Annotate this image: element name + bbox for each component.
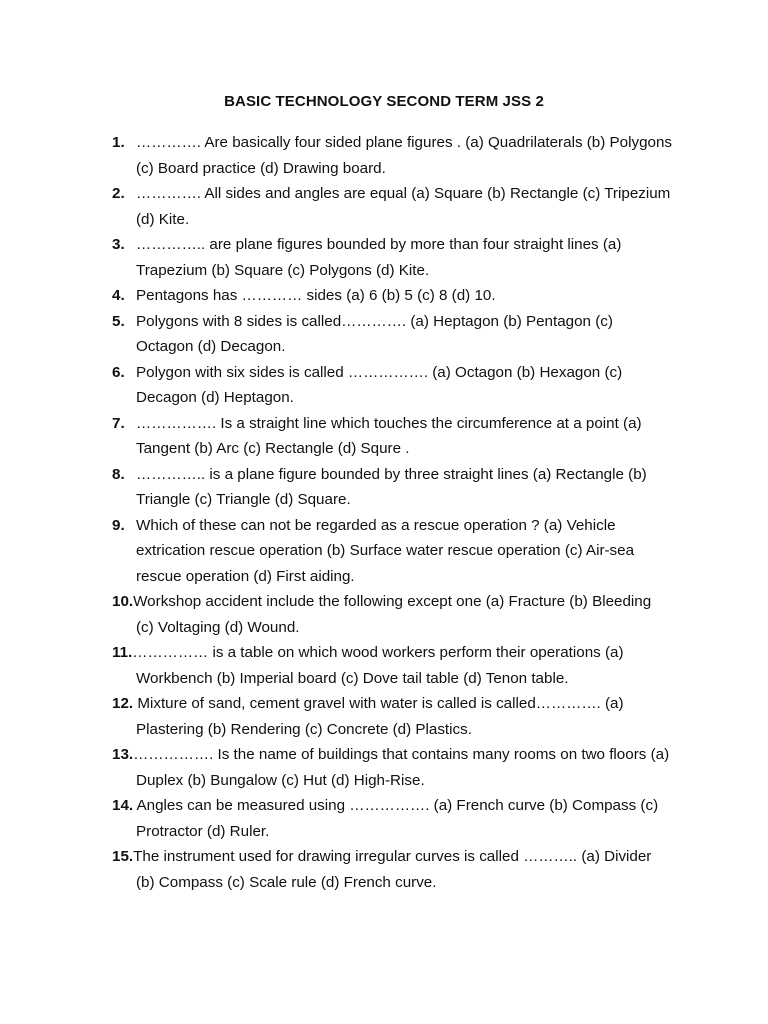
question-item bbox=[112, 232, 672, 283]
question-item bbox=[112, 691, 672, 742]
question-number: 4. bbox=[112, 287, 125, 304]
question-number: 9. bbox=[112, 516, 125, 534]
question-text: ……………. Is the name of buildings that contains many rooms on two floors (a) Duplex (b) Bungalow (c) Hut (d) High-Rise. bbox=[133, 746, 670, 789]
document-title: BASIC TECHNOLOGY SECOND TERM JSS 2 bbox=[224, 93, 544, 110]
question-item bbox=[112, 589, 672, 640]
question-item bbox=[112, 360, 672, 411]
question-item bbox=[112, 309, 672, 360]
question-number: 1. bbox=[112, 134, 125, 151]
question-text: Angles can be measured using ……………. (a) French curve (b) Compass (c) Protractor (d) Ruler. bbox=[133, 797, 659, 840]
question-number: 13. bbox=[112, 746, 134, 763]
question-text: …………. Are basically four sided plane figures . (a) Quadrilaterals (b) Polygons (c) Board practice (d) Drawing board. bbox=[136, 134, 673, 177]
question-number: 14. bbox=[112, 797, 134, 814]
question-list bbox=[112, 130, 672, 895]
question-number: 2. bbox=[112, 185, 125, 202]
question-number: 8. bbox=[112, 465, 125, 483]
question-item bbox=[112, 844, 672, 895]
question-number: 10. bbox=[112, 593, 134, 610]
question-number: 11. bbox=[112, 644, 133, 661]
question-item bbox=[112, 640, 672, 691]
question-text: …………. All sides and angles are equal (a) Square (b) Rectangle (c) Tripezium (d) Kite. bbox=[136, 185, 671, 228]
question-item bbox=[112, 181, 672, 232]
question-number: 7. bbox=[112, 414, 125, 432]
question-text: Workshop accident include the following except one (a) Fracture (b) Bleeding (c) Voltaging (d) Wound. bbox=[133, 593, 652, 636]
question-item bbox=[112, 793, 672, 844]
question-text: ………….. is a plane figure bounded by three straight lines (a) Rectangle (b) Triangle (c) Triangle (d) Square. bbox=[136, 465, 647, 508]
question-number: 3. bbox=[112, 236, 125, 253]
question-item bbox=[112, 411, 672, 462]
question-number: 5. bbox=[112, 312, 125, 330]
question-text: Polygon with six sides is called ……………. (a) Octagon (b) Hexagon (c) Decagon (d) Heptagon. bbox=[136, 363, 623, 406]
question-text: Pentagons has ………… sides (a) 6 (b) 5 (c) 8 (d) 10. bbox=[136, 287, 496, 304]
question-item bbox=[112, 283, 672, 309]
question-text: ……………. Is a straight line which touches the circumference at a point (a) Tangent (b) Arc (c) Rectangle (d) Squre . bbox=[136, 414, 642, 457]
question-text: The instrument used for drawing irregular curves is called ……….. (a) Divider (b) Compass (c) Scale rule (d) French curve. bbox=[133, 848, 652, 891]
question-item bbox=[112, 130, 672, 181]
question-item bbox=[112, 513, 672, 590]
question-item bbox=[112, 462, 672, 513]
question-number: 12. bbox=[112, 695, 134, 712]
question-text: Polygons with 8 sides is called…………. (a) Heptagon (b) Pentagon (c) Octagon (d) Decagon. bbox=[136, 312, 613, 355]
question-number: 6. bbox=[112, 363, 125, 381]
question-text: Mixture of sand, cement gravel with water is called is called…………. (a) Plastering (b) Rendering (c) Concrete (d) Plastics. bbox=[133, 695, 624, 738]
question-item bbox=[112, 742, 672, 793]
question-text: ………….. are plane figures bounded by more than four straight lines (a) Trapezium (b) Square (c) Polygons (d) Kite. bbox=[136, 236, 622, 279]
question-text: …………… is a table on which wood workers perform their operations (a) Workbench (b) Imperial board (c) Dove tail table (d) Tenon table. bbox=[132, 644, 624, 687]
question-text: Which of these can not be regarded as a rescue operation ? (a) Vehicle extrication rescue operation (b) Surface water rescue operation (c) Air-sea rescue operation (d) First aiding. bbox=[136, 516, 635, 585]
question-number: 15. bbox=[112, 848, 134, 865]
